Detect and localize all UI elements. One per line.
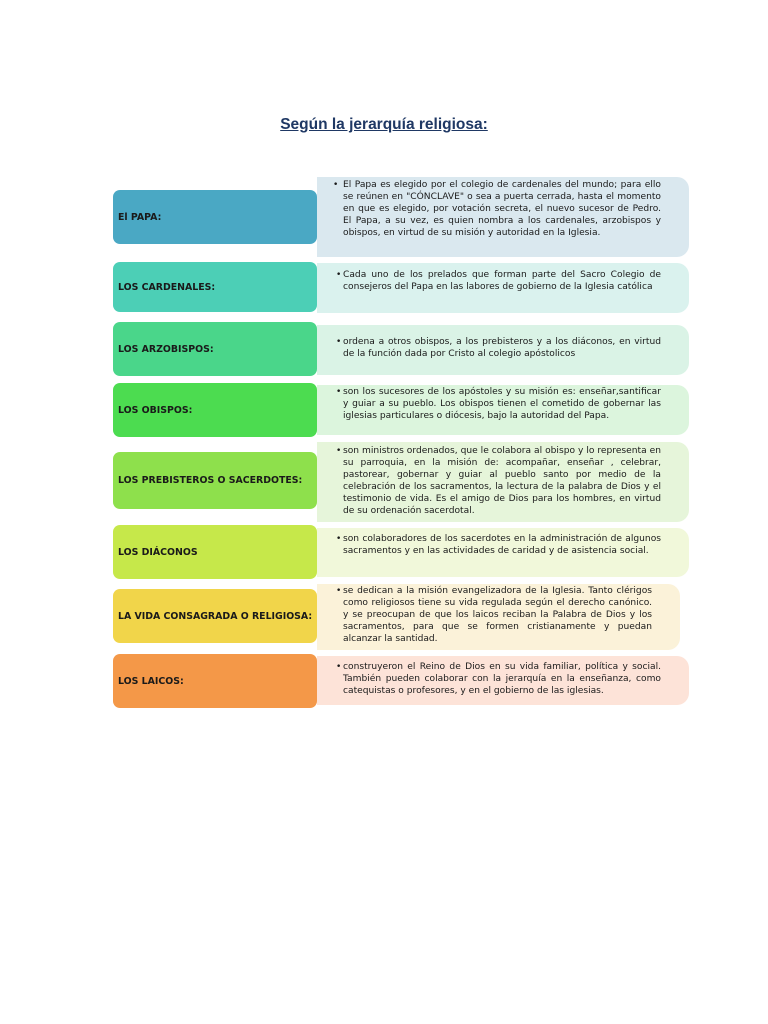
bullet-icon: •	[336, 387, 342, 397]
row-desc-cardenales	[317, 263, 689, 313]
row-desc-prebisteros	[317, 442, 689, 522]
bullet-icon: •	[336, 662, 342, 672]
page-title: Según la jerarquía religiosa:	[280, 116, 488, 133]
row-desc-arzobispos	[317, 325, 689, 375]
bullet-icon: •	[336, 586, 342, 596]
row-desc-text: ordena a otros obispos, a los prebisteros y a los diáconos, en virtud de la función dada por Cristo al colegio apóstolicos	[343, 337, 661, 359]
row-label-obispos: LOS OBISPOS:	[113, 383, 317, 437]
bullet-icon: •	[336, 446, 342, 456]
row-desc-text: Cada uno de los prelados que forman parte del Sacro Colegio de consejeros del Papa en las labores de gobierno de la Iglesia católica	[343, 270, 661, 292]
row-label-diaconos: LOS DIÁCONOS	[113, 525, 317, 579]
bullet-icon: •	[336, 337, 342, 347]
row-desc-text: se dedican a la misión evangelizadora de la Iglesia. Tanto clérigos como religiosos tiene su vida regulada según el derecho canónico. y se preocupan de que los laicos reciban la Palabra de Dios y los sacramentos, para que se formen cristianamente y puedan alcanzar la santidad.	[343, 586, 652, 644]
row-label-cardenales: LOS CARDENALES:	[113, 262, 317, 312]
row-label-arzobispos: LOS ARZOBISPOS:	[113, 322, 317, 376]
bullet-icon: •	[336, 534, 342, 544]
row-label-vida-consagrada: LA VIDA CONSAGRADA O RELIGIOSA:	[113, 589, 317, 643]
row-label-papa: El PAPA:	[113, 190, 317, 244]
row-desc-text: son colaboradores de los sacerdotes en la administración de algunos sacramentos y en las actividades de caridad y de asistencia social.	[343, 534, 661, 556]
row-desc-text: construyeron el Reino de Dios en su vida familiar, política y social. También pueden colaborar con la jerarquía en la enseñanza, como catequistas o profesores, y en el gobierno de las iglesias.	[343, 662, 661, 696]
row-desc-text: El Papa es elegido por el colegio de cardenales del mundo; para ello se reúnen en "CÓNCLAVE" o sea a puerta cerrada, hasta el momento en que es elegido, por votación secreta, el nuevo sucesor de Pedro. El Papa, a su vez, es quien nombra a los cardenales, arzobispos y obispos, en virtud de su misión y autoridad en la Iglesia.	[343, 180, 661, 238]
row-desc-vida-consagrada	[317, 584, 680, 650]
row-desc-text: son ministros ordenados, que le colabora al obispo y lo representa en su parroquia, en la misión de: acompañar, enseñar , celebrar, pastorear, gobernar y guiar al pueblo santo por medio de la celebración de los sacramentos, la lectura de la palabra de Dios y el testimonio de vida. Es el amigo de Dios para los hombres, en virtud de su ordenación sacerdotal.	[343, 446, 661, 516]
row-desc-diaconos	[317, 528, 689, 577]
row-desc-laicos	[317, 656, 689, 705]
row-label-prebisteros: LOS PREBISTEROS O SACERDOTES:	[113, 452, 317, 509]
bullet-icon: •	[333, 180, 339, 190]
bullet-icon: •	[336, 270, 342, 280]
row-desc-obispos	[317, 385, 689, 435]
row-desc-papa	[317, 177, 689, 257]
row-label-laicos: LOS LAICOS:	[113, 654, 317, 708]
row-desc-text: son los sucesores de los apóstoles y su misión es: enseñar,santificar y guiar a su pueblo. Los obispos tienen el cometido de gobernar las iglesias particulares o diócesis, bajo la autoridad del Papa.	[343, 387, 661, 421]
